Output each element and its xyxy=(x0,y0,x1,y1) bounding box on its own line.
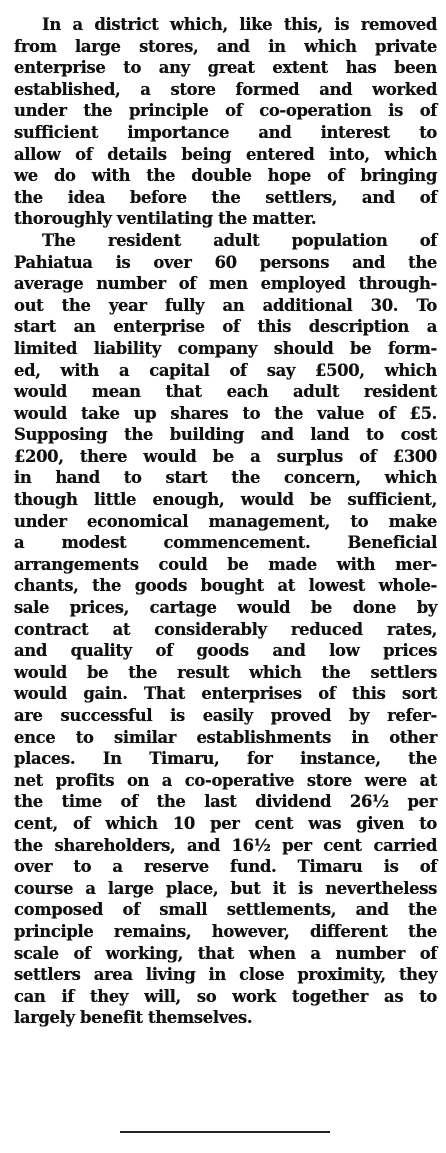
text-line: out the year fully an additional 30. To xyxy=(14,295,437,315)
text-line: start an enterprise of this description a xyxy=(14,317,437,337)
text-line: course a large place, but it is nevertheless xyxy=(14,878,437,898)
text-line: under the principle of co-operation is of xyxy=(14,101,437,121)
text-line: and quality of goods and low prices xyxy=(14,641,437,661)
text-line: contract at considerably reduced rates, xyxy=(14,619,437,639)
text-line: Supposing the building and land to cost xyxy=(14,425,437,445)
text-line: £200, there would be a surplus of £300 xyxy=(14,446,437,466)
text-line: can if they will, so work together as to xyxy=(14,986,437,1006)
paragraph-proposal xyxy=(14,230,437,1029)
paragraph-intro xyxy=(14,14,437,230)
text-line: would take up shares to the value of £5. xyxy=(14,403,437,423)
text-line: from large stores, and in which private xyxy=(14,36,437,56)
text-line: the shareholders, and 16½ per cent carried xyxy=(14,835,437,855)
text-line: settlers area living in close proximity, they xyxy=(14,965,437,985)
text-line: In a district which, like this, is removed xyxy=(42,15,437,34)
text-line: scale of working, that when a number of xyxy=(14,943,437,963)
text-line: cent, of which 10 per cent was given to xyxy=(14,813,437,833)
text-line: The resident adult population of xyxy=(42,230,437,250)
text-line: sufficient importance and interest to xyxy=(14,122,437,142)
text-line: the idea before the settlers, and of xyxy=(14,187,437,207)
text-line: places. In Timaru, for instance, the xyxy=(14,749,437,769)
text-line: arrangements could be made with mer- xyxy=(14,554,437,574)
text-line: limited liability company should be form- xyxy=(14,338,437,358)
text-line: principle remains, however, different the xyxy=(14,921,437,941)
text-line: chants, the goods bought at lowest whole- xyxy=(14,576,437,596)
text-line: are successful is easily proved by refer- xyxy=(14,706,437,725)
text-line: would gain. That enterprises of this sort xyxy=(14,684,437,704)
text-line: in hand to start the concern, which xyxy=(14,468,437,488)
text-line: would mean that each adult resident xyxy=(14,382,437,402)
text-line: would be the result which the settlers xyxy=(14,662,437,682)
text-line: the time of the last dividend 26½ per xyxy=(14,792,437,812)
text-line: allow of details being entered into, which xyxy=(14,144,437,164)
text-line: ed, with a capital of say £500, which xyxy=(14,360,437,380)
text-line: over to a reserve fund. Timaru is of xyxy=(14,857,437,877)
text-line: a modest commencement. Beneficial xyxy=(14,533,437,553)
text-line: average number of men employed through- xyxy=(14,274,437,294)
text-line: net profits on a co-operative store were at xyxy=(14,770,437,790)
text-line: composed of small settlements, and the xyxy=(14,900,437,920)
text-line: ence to similar establishments in other xyxy=(14,727,437,747)
text-line: thoroughly ventilating the matter. xyxy=(14,209,317,229)
text-line: under economical management, to make xyxy=(14,511,437,531)
text-line: we do with the double hope of bringing xyxy=(14,166,437,186)
text-line: sale prices, cartage would be done by xyxy=(14,598,437,618)
text-line: enterprise to any great extent has been xyxy=(14,58,437,78)
text-line: established, a store formed and worked xyxy=(14,79,437,99)
text-line: largely benefit themselves. xyxy=(14,1008,253,1028)
section-divider-rule xyxy=(120,1131,330,1133)
text-line: Pahiatua is over 60 persons and the xyxy=(14,252,437,272)
text-line: though little enough, would be sufficient, xyxy=(14,490,437,510)
